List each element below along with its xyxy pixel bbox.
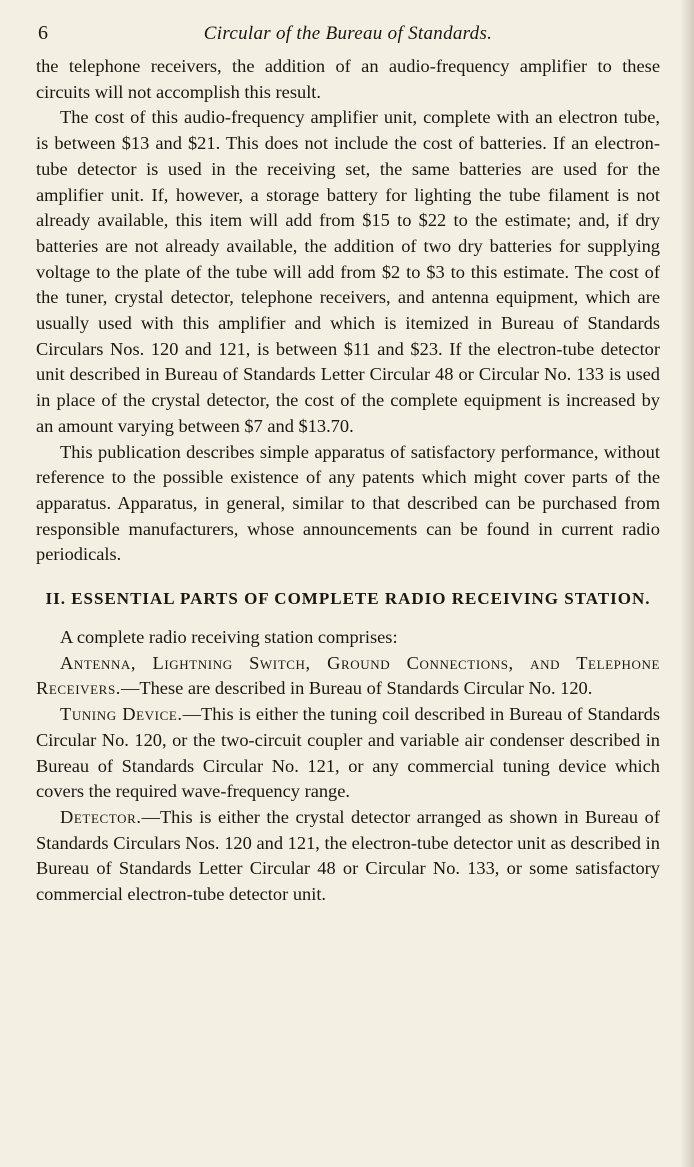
- page-edge-shadow: [680, 0, 694, 1167]
- item-tuning-device-text: —This is either the tuning coil described in Bureau of Standards Circular No. 120, or the two-circuit coupler and variable air condenser described in Bureau of Standards Circular No. 121, or any commercial tuning device which covers the required wave-frequency range.: [36, 704, 660, 802]
- item-tuning-device: [36, 702, 660, 805]
- section-intro: A complete radio receiving station comprises:: [60, 627, 398, 648]
- item-detector: [36, 805, 660, 908]
- paragraph-continuation: the telephone receivers, the addition of an audio-frequency amplifier to these circuits will not accomplish this result.: [36, 56, 660, 102]
- section-heading: II. ESSENTIAL PARTS OF COMPLETE RADIO RECEIVING STATION.: [45, 589, 651, 609]
- item-antenna: [36, 651, 660, 702]
- paragraph-cost: The cost of this audio-frequency amplifier unit, complete with an electron tube, is between $13 and $21. This does not include the cost of batteries. If an electron-tube detector is used in the receiving set, the same batteries are used for the amplifier unit. If, however, a storage battery for lighting the tube filament is not already available, this item will add from $15 to $22 to the estimate; and, if dry batteries are not already available, the addition of two dry batteries for supplying voltage to the plate of the tube will add from $2 to $3 to this estimate. The cost of the tuner, crystal detector, telephone receivers, and antenna equipment, which are usually used with this amplifier and which is itemized in Bureau of Standards Circulars Nos. 120 and 121, is between $11 and $23. If the electron-tube detector unit described in Bureau of Standards Letter Circular 48 or Circular No. 133 is used in place of the crystal detector, the cost of the complete equipment is increased by an amount varying between $7 and $13.70.: [36, 107, 660, 436]
- running-head: [36, 20, 660, 54]
- body-text: [36, 54, 660, 568]
- page-number: 6: [38, 22, 48, 44]
- item-detector-term: Detector.: [60, 806, 142, 827]
- item-tuning-device-term: Tuning Device.: [60, 704, 183, 725]
- running-title: Circular of the Bureau of Standards.: [203, 23, 493, 44]
- item-antenna-term: Antenna, Lightning Switch, Ground Connections, and Telephone Receivers.: [36, 652, 660, 699]
- paragraph-publication-note: This publication describes simple apparatus of satisfactory performance, without reference to the possible existence of any patents which might cover parts of the apparatus. Apparatus, in general, similar to that described can be purchased from responsible manufacturers, whose announcements can be found in current radio periodicals.: [36, 441, 660, 565]
- item-antenna-text: —These are described in Bureau of Standards Circular No. 120.: [120, 678, 593, 699]
- item-detector-text: —This is either the crystal detector arranged as shown in Bureau of Standards Circulars Nos. 120 and 121, the electron-tube detector unit as described in Bureau of Standards Letter Circular 48 or Circular No. 133, or some satisfactory commercial electron-tube detector unit.: [36, 806, 660, 905]
- section-body: [36, 625, 660, 908]
